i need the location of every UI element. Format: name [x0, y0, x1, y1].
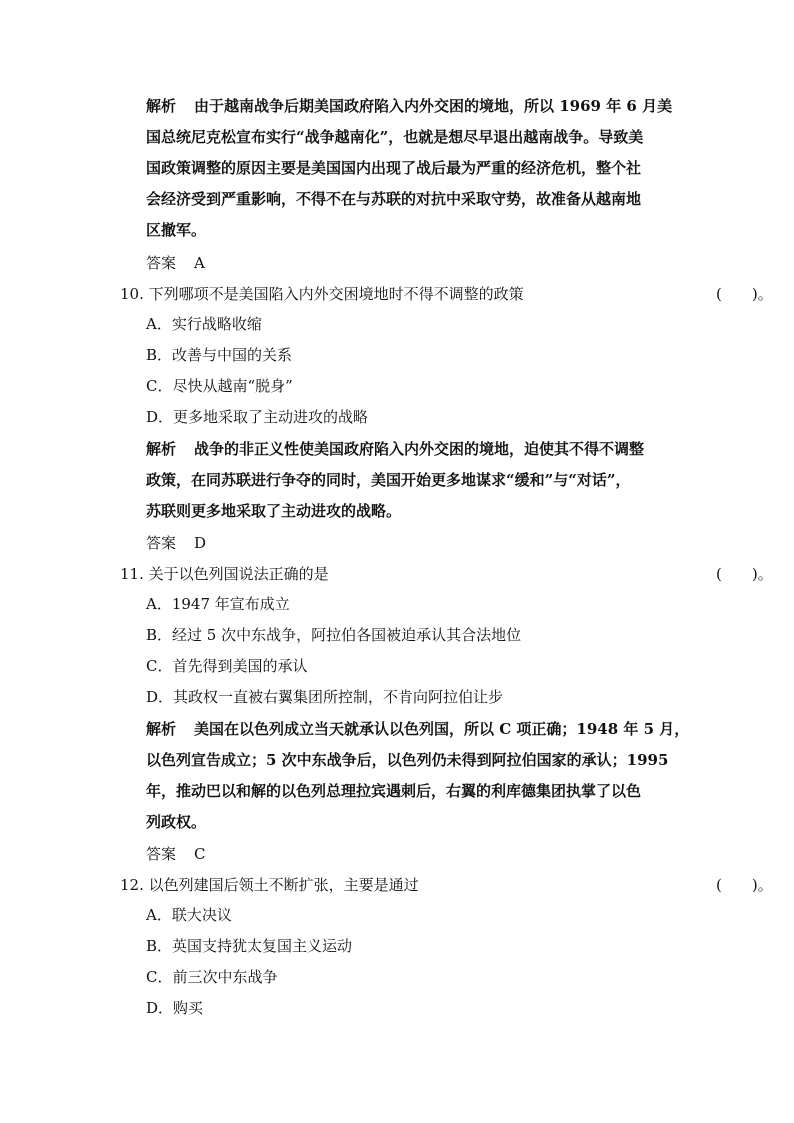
analysis-line: 区撤军。 [146, 221, 207, 239]
option-d [146, 998, 203, 1018]
option-b [146, 625, 521, 645]
option-letter: A． [146, 906, 172, 924]
option-c [146, 656, 308, 676]
option-text: 1947 年宣布成立 [171, 595, 290, 613]
answer-value: D [194, 534, 207, 552]
answer-value: A [194, 254, 205, 272]
option-letter: D． [146, 999, 174, 1017]
option-c [146, 967, 278, 987]
analysis-line [146, 96, 672, 116]
analysis-text: 战争的非正义性使美国政府陷入内外交困的境地，迫使其不得不调整 [194, 440, 645, 458]
analysis-text: 美国在以色列成立当天就承认以色列国，所以 C 项正确；1948 年 5 月， [194, 720, 690, 738]
answer-label: 答案 [146, 845, 177, 863]
option-text: 首先得到美国的承认 [172, 657, 308, 675]
answer-blank: ( )。 [716, 565, 773, 583]
analysis-line: 列政权。 [146, 813, 207, 831]
question-number: 12. [120, 876, 144, 894]
analysis-line: 苏联则更多地采取了主动进攻的战略。 [146, 502, 402, 520]
question-11-stem [120, 564, 773, 584]
answer-line [146, 844, 206, 864]
answer-label: 答案 [146, 254, 177, 272]
option-a [146, 594, 290, 614]
option-letter: C． [146, 968, 173, 986]
analysis-line [146, 439, 644, 459]
answer-line [146, 253, 205, 273]
question-text: 下列哪项不是美国陷入内外交困境地时不得不调整的政策 [148, 285, 524, 303]
analysis-line: 会经济受到严重影响，不得不在与苏联的对抗中采取守势，故准备从越南地 [146, 190, 642, 208]
option-letter: D． [146, 408, 174, 426]
analysis-line: 年，推动巴以和解的以色列总理拉宾遇刺后，右翼的利库德集团执掌了以色 [146, 782, 642, 800]
question-text: 关于以色列国说法正确的是 [148, 565, 329, 583]
option-d [146, 687, 503, 707]
analysis-line: 政策，在同苏联进行争夺的同时，美国开始更多地谋求“缓和”与“对话”， [146, 471, 631, 489]
option-d [146, 407, 368, 427]
question-10-stem [120, 284, 773, 304]
option-letter: D． [146, 688, 174, 706]
option-text: 经过 5 次中东战争，阿拉伯各国被迫承认其合法地位 [172, 626, 522, 644]
answer-line [146, 533, 206, 553]
question-text: 以色列建国后领土不断扩张，主要是通过 [148, 876, 419, 894]
option-text: 购买 [173, 999, 204, 1017]
option-letter: B． [146, 626, 173, 644]
option-text: 英国支持犹太复国主义运动 [172, 937, 353, 955]
question-12-stem [120, 875, 773, 895]
option-text: 其政权一直被右翼集团所控制，不肯向阿拉伯让步 [173, 688, 504, 706]
answer-value: C [194, 845, 206, 863]
option-b [146, 345, 292, 365]
question-number: 10. [120, 285, 144, 303]
option-a [146, 314, 262, 334]
analysis-label: 解析 [146, 440, 177, 458]
option-letter: C． [146, 657, 173, 675]
analysis-label: 解析 [146, 720, 177, 738]
analysis-label: 解析 [146, 97, 177, 115]
option-text: 实行战略收缩 [171, 315, 262, 333]
question-number: 11. [120, 565, 144, 583]
option-text: 尽快从越南“脱身” [172, 377, 293, 395]
option-a [146, 905, 232, 925]
option-text: 改善与中国的关系 [172, 346, 293, 364]
analysis-line: 国总统尼克松宣布实行“战争越南化”，也就是想尽早退出越南战争。导致美 [146, 128, 644, 146]
option-letter: B． [146, 937, 173, 955]
option-letter: A． [146, 315, 172, 333]
option-letter: A． [146, 595, 172, 613]
analysis-line: 国政策调整的原因主要是美国国内出现了战后最为严重的经济危机，整个社 [146, 159, 642, 177]
analysis-line [146, 719, 689, 739]
answer-label: 答案 [146, 534, 177, 552]
answer-blank: ( )。 [716, 876, 773, 894]
option-text: 前三次中东战争 [172, 968, 278, 986]
option-letter: C． [146, 377, 173, 395]
analysis-line: 以色列宣告成立；5 次中东战争后，以色列仍未得到阿拉伯国家的承认；1995 [146, 751, 669, 769]
option-b [146, 936, 352, 956]
option-letter: B． [146, 346, 173, 364]
analysis-text: 由于越南战争后期美国政府陷入内外交困的境地，所以 1969 年 6 月美 [194, 97, 673, 115]
option-c [146, 376, 293, 396]
option-text: 联大决议 [171, 906, 232, 924]
option-text: 更多地采取了主动进攻的战略 [173, 408, 369, 426]
answer-blank: ( )。 [716, 285, 773, 303]
